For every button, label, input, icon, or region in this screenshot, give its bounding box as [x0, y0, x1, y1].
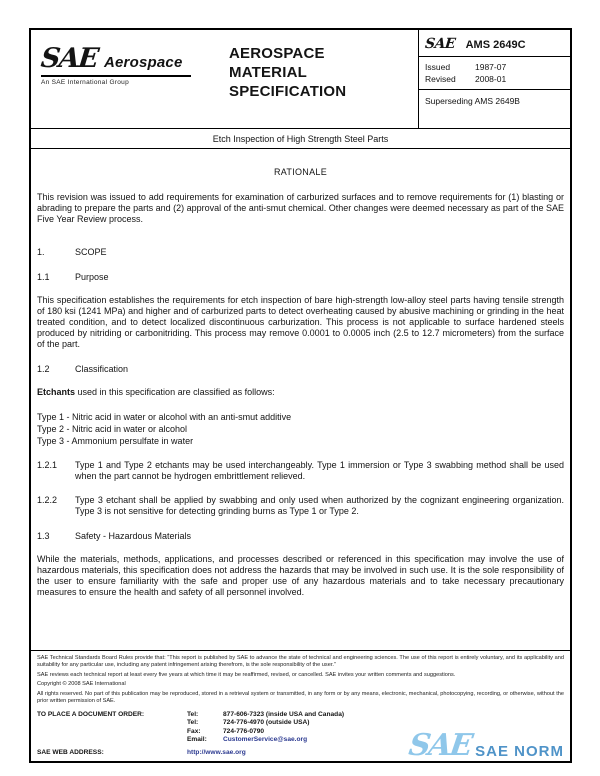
section-1-2-heading: [37, 364, 564, 375]
etchants-intro: [37, 387, 564, 398]
document-title: Etch Inspection of High Strength Steel Parts: [31, 129, 570, 149]
order-contact-rows: [187, 711, 344, 744]
document-header: [31, 30, 570, 129]
section-1-3-heading: [37, 531, 564, 542]
etchants-lead: Etchants: [37, 387, 76, 397]
rights-reserved-text: All rights reserved. No part of this publication may be reproduced, stored in a retrieval system or transmitted, in any form or by any means, electronic, mechanical, photocopying, recording, or otherwise, without the prior written permission of SAE.: [37, 691, 564, 705]
tel-label: Tel:: [187, 719, 199, 727]
sae-norm-watermark: [406, 728, 564, 763]
document-footer: [31, 650, 570, 761]
section-1-1-number: 1.1: [37, 272, 50, 282]
tel-label: Tel:: [187, 711, 199, 719]
issue-dates: [419, 57, 570, 90]
etchant-type-3: Type 3 - Ammonium persulfate in water: [37, 436, 194, 446]
doc-number-row: [419, 30, 570, 57]
etchant-type-1: Type 1 - Nitric acid in water or alcohol with an anti-smut additive: [37, 412, 292, 422]
logo-underline: [41, 75, 191, 77]
logo-wordmark: [41, 43, 211, 74]
section-1-2-2-text: Type 3 etchant shall be applied by swabbing and only used when authorized by the cognizant engineering organization. Type 3 is not sensitive for detecting grinding burns as Type 1 or Type 2.: [75, 495, 564, 516]
tsb-rules-text: SAE Technical Standards Board Rules provide that: “This report is published by SAE to advance the state of technical and engineering sciences. The use of this report is entirely voluntary, and its applicability and suitability for any particular use, including any patent infringement arising therefrom, is the sole responsibility of the user.”: [37, 654, 564, 668]
safety-paragraph: While the materials, methods, applications, and processes described or referenced in this specification may involve the use of hazardous materials, this specification does not address the hazards that may be involved in such use. It is the sole responsibility of the user to ensure familiarity with the safe and proper use of any hazardous materials and to take necessary precautionary measures to ensure the health and safety of all personnel involved.: [37, 554, 564, 597]
issued-label: Issued: [425, 62, 451, 72]
aerospace-wordmark: Aerospace: [103, 54, 183, 71]
etchant-type-list: [37, 411, 564, 447]
sae-logo-icon: SAE: [39, 43, 100, 74]
order-email-row: [187, 736, 344, 744]
tel-intl-number: 724-776-4970 (outside USA): [223, 719, 310, 727]
section-1-2-2: [37, 495, 564, 517]
order-label: TO PLACE A DOCUMENT ORDER:: [37, 711, 145, 719]
spec-document-page: [29, 28, 572, 763]
purpose-paragraph: This specification establishes the requirements for etch inspection of bare high-strength low-alloy steel parts having tensile strength of 180 ksi (1241 MPa) and higher and of carburized parts to detect overheating caused by abusive machining or grinding in the heat treated condition, and to detect localized discontinuous carburization. This process is not applicable to surface hardened steels produced by nitriding or carbonitriding. This process may remove 0.0001 to 0.0005 inch (2.5 to 12.7 micrometers) from the surface of the part.: [37, 295, 564, 349]
revised-date: 2008-01: [475, 74, 507, 84]
order-tel-intl-row: [187, 719, 344, 727]
fax-label: Fax:: [187, 727, 201, 735]
email-label: Email:: [187, 735, 207, 743]
issued-date: 1987-07: [475, 62, 507, 72]
section-1-2-2-number: 1.2.2: [37, 495, 58, 505]
doc-number: AMS 2649C: [465, 39, 526, 51]
section-1-3-number: 1.3: [37, 531, 50, 541]
fax-number: 724-776-0790: [223, 727, 265, 735]
section-1-heading: [37, 247, 564, 258]
order-tel-usa-row: [187, 711, 344, 719]
section-1-2-title: Classification: [75, 364, 129, 374]
spec-title-line-1: AEROSPACE: [229, 45, 325, 62]
doc-info-box: [418, 30, 570, 128]
review-policy-text: SAE reviews each technical report at least every five years at which time it may be reaffirmed, revised, or cancelled. SAE invites your written comments and suggestions.: [37, 671, 456, 678]
email-address: CustomerService@sae.org: [223, 735, 308, 743]
web-address-label: SAE WEB ADDRESS:: [37, 749, 104, 756]
etchant-type-2: Type 2 - Nitric acid in water or alcohol: [37, 424, 188, 434]
document-body: [31, 149, 570, 650]
section-1-title: SCOPE: [75, 247, 107, 257]
sae-norm-logo-icon: SAE: [406, 728, 474, 763]
sae-norm-name: SAE NORM: [475, 743, 564, 760]
tel-usa-number: 877-606-7323 (inside USA and Canada): [223, 711, 345, 719]
copyright-text: Copyright © 2008 SAE International: [37, 681, 126, 688]
web-url: http://www.sae.org: [187, 749, 246, 756]
section-1-3-title: Safety - Hazardous Materials: [75, 531, 192, 541]
revised-label: Revised: [425, 74, 456, 84]
section-1-number: 1.: [37, 247, 45, 257]
etchants-rest: used in this specification are classified as follows:: [75, 387, 275, 397]
rationale-heading: RATIONALE: [273, 167, 328, 177]
section-1-2-1-number: 1.2.1: [37, 460, 58, 470]
sae-mark-icon: SAE: [424, 36, 456, 52]
revised-row: [425, 73, 564, 85]
spec-type-title: [211, 30, 418, 128]
section-1-2-number: 1.2: [37, 364, 50, 374]
issued-row: [425, 61, 564, 73]
sae-aerospace-logo: [31, 30, 211, 128]
spec-title-line-2: MATERIAL: [229, 64, 307, 81]
spec-title-line-3: SPECIFICATION: [229, 83, 347, 100]
logo-subtitle: An SAE International Group: [41, 79, 130, 86]
section-1-2-1: [37, 460, 564, 482]
order-fax-row: [187, 728, 344, 736]
superseding-note: Superseding AMS 2649B: [425, 96, 520, 106]
rationale-paragraph: This revision was issued to add requirements for examination of carburized surfaces and to remove requirements for (1) blasting or abrading to prepare the parts and (2) approval of the anti-smut chemical. Other changes were deemed necessary as part of the SAE Five Year Review process.: [37, 192, 564, 224]
section-1-1-title: Purpose: [75, 272, 109, 282]
section-1-1-heading: [37, 272, 564, 283]
section-1-2-1-text: Type 1 and Type 2 etchants may be used interchangeably. Type 1 immersion or Type 3 swabbing method shall be used when the part cannot be hydrogen embrittlement relieved.: [75, 460, 564, 481]
